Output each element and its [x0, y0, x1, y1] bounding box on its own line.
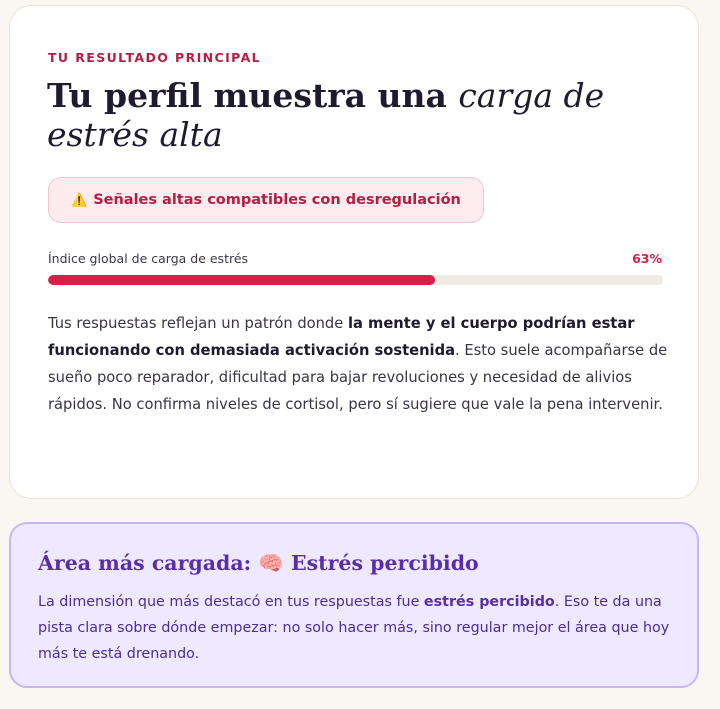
stress-index-fill	[48, 275, 435, 285]
summary-part2: . Esto suele acompañarse de sueño poco reparador, dificultad para bajar revoluciones y necesidad de alivios rápidos. No confirma niveles de cortisol, pero sí sugiere que vale la pena intervenir.	[48, 342, 668, 413]
top-area-name: Estrés percibido	[283, 551, 479, 575]
top-area-description	[38, 589, 678, 667]
summary-bold: la mente y el cuerpo podrían estar funcionando con demasiada activación sostenida	[48, 315, 635, 359]
stress-index-track	[48, 275, 663, 285]
stress-index-percent: 63%	[632, 251, 662, 266]
alert-text: Señales altas compatibles con desregulación	[93, 192, 461, 208]
main-result-card	[9, 5, 699, 499]
top-area-text-part1: La dimensión que más destacó en tus respuestas fue	[38, 594, 424, 610]
top-area-text-bold: estrés percibido	[423, 594, 555, 610]
top-area-prefix: Área más cargada:	[38, 551, 259, 575]
top-area-text-part2: . Eso te da una pista clara sobre dónde empezar: no solo hacer más, sino regular mejor el área que hoy más te está drenando.	[38, 594, 670, 662]
stress-index-label: Índice global de carga de estrés	[48, 251, 249, 266]
result-title-emphasis: carga de estrés alta	[47, 76, 605, 154]
result-title-plain: Tu perfil muestra una	[47, 76, 459, 115]
top-area-title	[38, 551, 479, 576]
summary-part1: Tus respuestas reflejan un patrón donde	[48, 315, 348, 332]
stress-alert-badge	[48, 177, 484, 223]
top-area-card	[9, 522, 699, 688]
brain-icon: 🧠	[258, 551, 284, 575]
warning-icon: ⚠️	[71, 192, 88, 208]
result-summary	[48, 310, 670, 418]
result-title	[47, 76, 647, 154]
result-eyebrow: TU RESULTADO PRINCIPAL	[48, 50, 262, 65]
